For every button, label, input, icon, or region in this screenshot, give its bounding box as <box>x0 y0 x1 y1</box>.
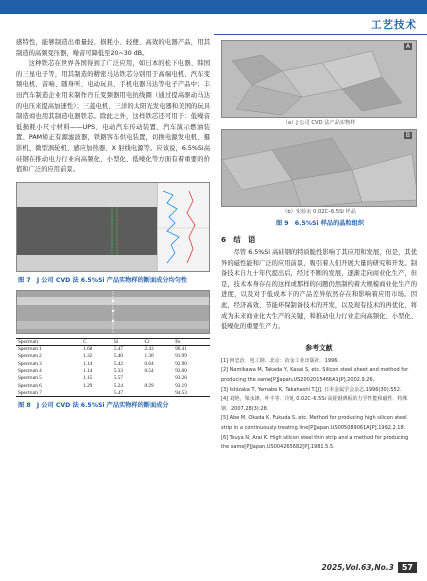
table-cell <box>143 389 174 396</box>
references-heading: 参考文献 <box>305 343 333 352</box>
table-cell: 5.47 <box>112 389 143 396</box>
table-cell: Spectrum 2 <box>18 353 42 360</box>
table-row <box>16 353 210 360</box>
table-header-cell: Fe <box>173 338 210 345</box>
table-row <box>16 346 210 353</box>
body-paragraph-2: 这种铁芯在世界各国得到了广泛应用，如日本的松下电器、韩国的三星电子等，用其制造的精密马达铁芯分别用于高端电机、汽车变频电机、音响、随身听、电动玩具、手机电器马达等电子产品中；丰田汽车制造企业用来制作丹丘变频器用电抗线圈（通过提高驱动马达的电压来提高加速性）；三菱电机、三洋的太阳光发电器和美国的玩具制造商也用其制造电器铁芯。除此之外，这样铁芯还可用于：低噪音低损耗小尺寸材料——UPS、电动汽车传动装置、汽车演示燃油装置、PAM矫正有源滤波器，铁路客车供电装置，切换电源发电机、摄影机、微型涡轮机、感应加热器、X 射线电源等。应该说，6.5%Si高硅钢在推动电力行业向高频化、小型化、低噪化等方面有着重要的价值和广泛的应用前景。 <box>16 60 210 174</box>
figure-9b-label: B <box>405 132 410 139</box>
table-cell: 0.54 <box>144 368 154 375</box>
figure-7-svg <box>17 183 210 272</box>
figure-7-caption: 图 7 J 公司 CVD 法 6.5%Si 产品实物样的断面成分均匀性 <box>18 276 188 284</box>
table-cell: 1.29 <box>83 382 93 389</box>
table-cell: 1.32 <box>83 353 93 360</box>
reference-item: [5] Abe M, Okada K, Fukuda S, etc. Method for producing high silicon steel strip in a continuously treating line[P]Japan,US005089061A[P],1992.2.18. <box>221 415 407 431</box>
table-cell: 5.24 <box>113 382 123 389</box>
figure-9a-label: A <box>405 43 410 50</box>
figure-9-caption: 图 9 6.5%Si 样品的晶粒组织 <box>275 220 365 227</box>
table-header-row <box>16 338 210 345</box>
conclusion-paragraph: 尽管 6.5%Si 高硅钢的特质脆性影响了其应用和发展，但是，其优异的磁性能和广泛的应用前景，吸引着人们开展大量的研究和开发。制备技术自九十年代提出后，经过不断的发展，逐渐走向商业化生产，但是，技术本身存在的这样或那样的问题仍然制约着大规模商业化生产的进度，以及对于低成本下的产品差异依然存在和影响着应用市场。因此，经济高效、节能环保制备技术的开发，以及现有技术的再优化，将成为未来商业化大生产的关键，和推动电力行业走向高频化、小型化、低噪化的重要生产力。 <box>221 249 417 331</box>
table-cell: 1.30 <box>144 353 154 360</box>
table-cell: 5.57 <box>113 375 123 382</box>
table-row <box>16 360 210 367</box>
table-header-cell: C <box>81 338 112 345</box>
table-row <box>16 382 210 389</box>
figure-9a-subcaption: （a）J 公司 CVD 法产品实物样 <box>282 120 356 126</box>
section-label: 工艺技术 <box>371 19 417 31</box>
table-row <box>16 389 210 396</box>
figure-8-caption: 图 8 J 公司 CVD 法 6.5%Si 产品实物样的断面成分 <box>18 402 169 410</box>
table-cell: Spectrum 5 <box>18 375 42 382</box>
table-cell: Spectrum 4 <box>18 368 42 375</box>
issue-info: 2025,Vol.63,No.3 <box>321 563 394 572</box>
table-cell <box>143 375 174 382</box>
figure-9b-image <box>221 129 417 207</box>
reference-item: [3] Ishizaka T, Yamabe K, Takahashi T.[J]. 日本金属学会杂志,1996(30):552. <box>221 386 402 393</box>
table-row <box>16 375 210 382</box>
figure-8 <box>16 290 210 409</box>
spectrum-table <box>16 338 210 397</box>
table-cell: 94.53 <box>173 389 210 396</box>
body-paragraph-1: 感特性，能够制造出重量轻、损耗小、轻便、高效的电器产品，用其制造的高频变压器，噪音可降低至20~30 dB。 <box>16 39 210 57</box>
reference-item: [1] 何忠治．电工钢．北京：冶金工业出版社．1996. <box>221 357 339 364</box>
table-cell: 93.00 <box>175 368 187 375</box>
figure-7 <box>16 182 210 284</box>
table-row <box>16 367 210 374</box>
table-header-cell: Si <box>112 338 143 345</box>
reference-item: [2] Namikawa M, Takada Y, Kasai S, etc. Silicon steel sheet and method for producing the same[P]Japan,US2002015466A1[P],2002.9.26. <box>221 367 409 383</box>
table-cell: 1.68 <box>83 346 93 353</box>
table-header-cell: Cr <box>143 338 174 345</box>
page-footer <box>322 562 417 573</box>
table-cell: 5.33 <box>113 368 123 375</box>
table-cell: 2.43 <box>144 346 154 353</box>
references-list <box>221 357 417 453</box>
table-cell: Spectrum 3 <box>18 360 42 367</box>
page-number: 57 <box>398 562 417 573</box>
table-header-cell: Spectrum <box>16 338 81 345</box>
figure-9a-svg <box>222 41 417 118</box>
left-column <box>16 38 210 409</box>
table-cell: 1.14 <box>83 360 93 367</box>
table-cell: 93.19 <box>175 382 187 389</box>
figure-7-image <box>16 182 210 272</box>
table-cell: 0.64 <box>144 360 154 367</box>
figure-9 <box>221 40 417 227</box>
header-rule <box>214 34 427 35</box>
table-cell: 91.99 <box>175 353 187 360</box>
reference-item: [6] Tsuya N, Arai K. High silicon steel thin strip and a method for producing the same[P]Japan,US004265682[P],1981.5.5. <box>221 434 409 451</box>
table-cell: Spectrum 6 <box>18 382 42 389</box>
table-cell: 1.15 <box>83 375 93 382</box>
table-cell: 90.41 <box>175 346 187 353</box>
figure-8-svg <box>17 291 210 334</box>
reference-item: [4] 刘艳，梁永锋，叶丰等．冷轧 0.02C–6.5Si 高硅钢薄板的力学性能和磁性．特殊钢．2007,28(3):28. <box>221 396 408 412</box>
table-cell: 5.42 <box>113 360 123 367</box>
figure-9b-subcaption: （b）实验室 0.02C–6.5Si 样品 <box>282 209 356 215</box>
table-cell: 0.29 <box>144 382 154 389</box>
figure-9b-svg <box>222 130 417 207</box>
table-cell: 5.47 <box>113 346 123 353</box>
table-cell: 1.14 <box>83 368 93 375</box>
section-heading: 6 结 语 <box>221 235 256 244</box>
table-cell: 93.28 <box>175 375 187 382</box>
table-cell: 92.90 <box>175 360 187 367</box>
table-cell <box>81 389 112 396</box>
figure-8-image <box>16 290 210 334</box>
table-cell: 5.40 <box>113 353 123 360</box>
right-column <box>221 38 417 453</box>
figure-9a-image <box>221 40 417 118</box>
table-cell: Spectrum 7 <box>16 389 81 396</box>
table-cell: Spectrum 1 <box>18 346 42 353</box>
header-band <box>0 0 427 14</box>
